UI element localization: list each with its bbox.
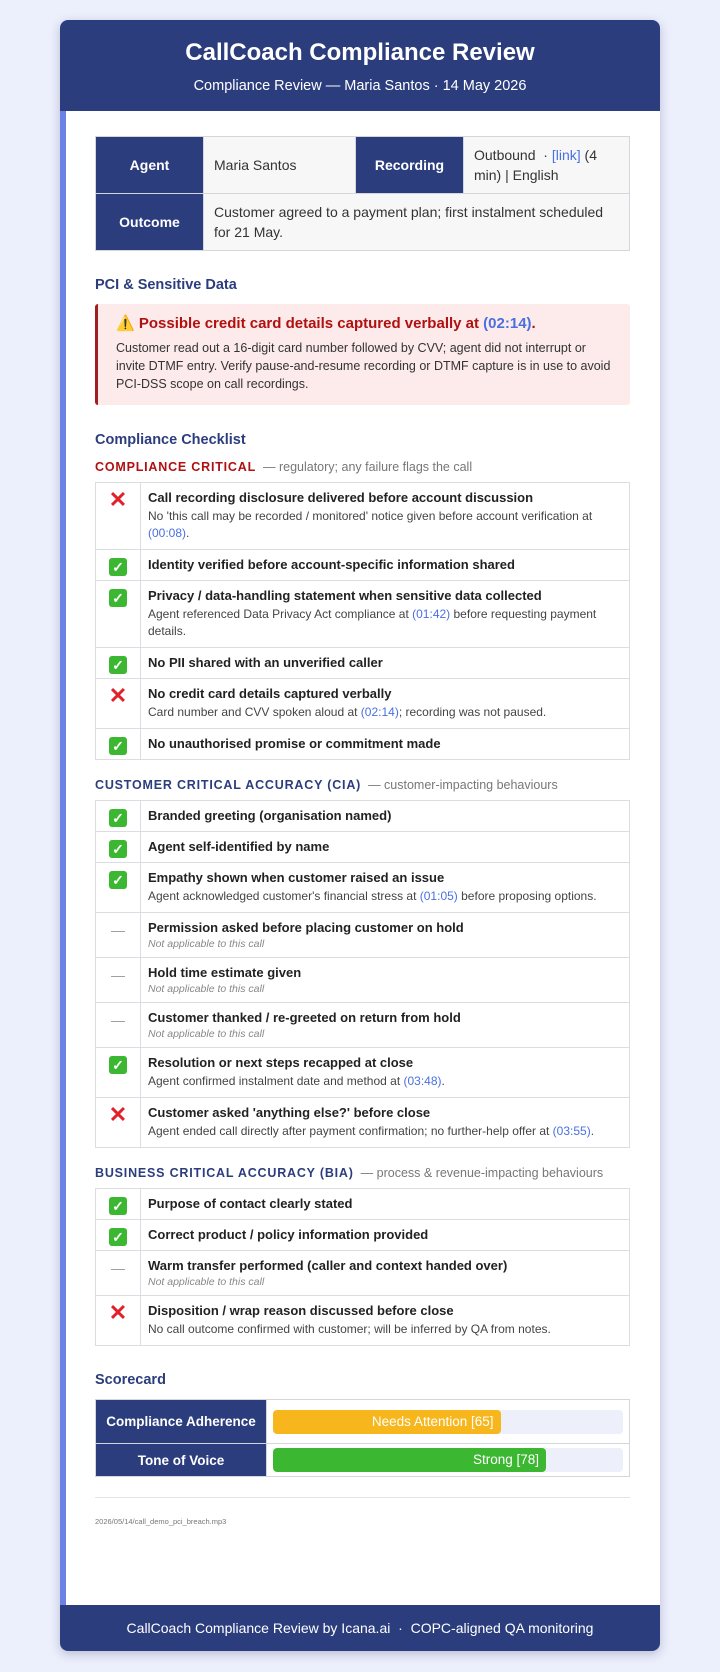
score-row: [96, 1400, 630, 1444]
category-name: BUSINESS CRITICAL ACCURACY (BIA): [95, 1166, 354, 1180]
recording-value: [464, 137, 630, 194]
category-description: — regulatory; any failure flags the call: [262, 460, 473, 474]
item-text-cell: [141, 483, 630, 550]
score-row: [96, 1444, 630, 1477]
status-cell: [96, 581, 141, 648]
item-text-cell: [141, 801, 630, 832]
score-bar-cell: [267, 1444, 630, 1477]
item-detail-tail: .: [186, 526, 190, 540]
status-cell: [96, 958, 141, 1003]
item-detail: [148, 606, 622, 640]
item-text-cell: [141, 550, 630, 581]
status-cell: [96, 1251, 141, 1296]
item-detail-text: Agent referenced Data Privacy Act compliance at: [148, 607, 413, 621]
category-description: — process & revenue-impacting behaviours: [360, 1166, 604, 1180]
item-title: No credit card details captured verbally: [148, 686, 392, 701]
check-box-icon: ✓: [109, 1056, 127, 1074]
status-cell: [96, 679, 141, 729]
header: [60, 20, 660, 111]
status-cell: [96, 1003, 141, 1048]
category-name: COMPLIANCE CRITICAL: [95, 460, 257, 474]
scorecard-table: [95, 1399, 630, 1477]
timestamp-link[interactable]: (03:48): [403, 1074, 442, 1088]
checklist-item: [96, 581, 630, 648]
item-title: Correct product / policy information provided: [148, 1227, 429, 1242]
item-text-cell: [141, 1189, 630, 1220]
item-detail-text: Agent confirmed instalment date and method at: [148, 1074, 404, 1088]
dash-icon: —: [111, 922, 125, 938]
item-detail: [148, 1321, 622, 1338]
footer-separator: ·: [398, 1620, 403, 1636]
item-text-cell: [141, 729, 630, 760]
item-title: Hold time estimate given: [148, 965, 302, 980]
timestamp-link[interactable]: (02:14): [360, 705, 399, 719]
not-applicable-note: Not applicable to this call: [148, 1028, 265, 1040]
status-cell: [96, 729, 141, 760]
category-heading: [95, 778, 630, 792]
checklist-item: [96, 1296, 630, 1346]
score-bar-track: [273, 1410, 623, 1434]
item-text-cell: [141, 913, 630, 958]
item-title: Identity verified before account-specific information shared: [148, 557, 515, 572]
item-title: Permission asked before placing customer on hold: [148, 920, 464, 935]
item-text-cell: [141, 679, 630, 729]
item-detail: [148, 1073, 622, 1090]
checklist-item: [96, 1251, 630, 1296]
file-path: 2026/05/14/call_demo_pci_breach.mp3: [95, 1517, 227, 1526]
item-detail-text: Card number and CVV spoken aloud at: [148, 705, 361, 719]
check-box-icon: ✓: [109, 656, 127, 674]
item-title: No unauthorised promise or commitment made: [148, 736, 441, 751]
agent-label: Agent: [96, 137, 204, 194]
item-detail: [148, 704, 622, 721]
category-heading: [95, 460, 630, 474]
cross-icon: ✕: [108, 683, 128, 708]
checklist-item: [96, 679, 630, 729]
checklist-item: [96, 550, 630, 581]
cross-icon: ✕: [108, 1300, 128, 1325]
status-cell: [96, 550, 141, 581]
review-card: [60, 20, 660, 1651]
item-detail-text: Agent ended call directly after payment confirmation; no further-help offer at: [148, 1124, 553, 1138]
divider: [95, 1497, 630, 1498]
agent-value: Maria Santos: [204, 137, 356, 194]
not-applicable-note: Not applicable to this call: [148, 1276, 265, 1288]
item-text-cell: [141, 1296, 630, 1346]
item-detail-tail: .: [441, 1074, 445, 1088]
item-text-cell: [141, 648, 630, 679]
footer-tagline: COPC-aligned QA monitoring: [410, 1620, 594, 1636]
item-title: No PII shared with an unverified caller: [148, 655, 383, 670]
not-applicable-note: Not applicable to this call: [148, 938, 265, 950]
item-detail-text: Agent acknowledged customer's financial stress at: [148, 889, 420, 903]
score-bar-cell: [267, 1400, 630, 1444]
checklist-item: [96, 832, 630, 863]
item-detail-text: No call outcome confirmed with customer; will be inferred by QA from notes.: [148, 1322, 551, 1336]
check-box-icon: ✓: [109, 589, 127, 607]
page-subtitle: Compliance Review — Maria Santos · 14 May 2026: [193, 78, 527, 94]
check-box-icon: ✓: [109, 871, 127, 889]
alert-body: Customer read out a 16-digit card number followed by CVV; agent did not interrupt or invite DTMF entry. Verify pause-and-resume recording or DTMF capture is in use to avoid PCI-DSS scope on call recordings.: [116, 341, 611, 391]
status-cell: [96, 1189, 141, 1220]
item-title: Agent self-identified by name: [148, 839, 330, 854]
check-box-icon: ✓: [109, 1197, 127, 1215]
item-text-cell: [141, 1220, 630, 1251]
status-cell: [96, 832, 141, 863]
category-name: CUSTOMER CRITICAL ACCURACY (CIA): [95, 778, 362, 792]
alert-period: .: [531, 315, 536, 332]
recording-label: Recording: [356, 137, 464, 194]
item-title: Disposition / wrap reason discussed before close: [148, 1303, 454, 1318]
recording-link[interactable]: [link]: [551, 147, 581, 163]
status-cell: [96, 1220, 141, 1251]
cross-icon: ✕: [108, 487, 128, 512]
status-cell: [96, 483, 141, 550]
recording-direction: Outbound: [474, 147, 536, 163]
item-text-cell: [141, 1251, 630, 1296]
checklist-table: [95, 1188, 630, 1346]
checklist-item: [96, 648, 630, 679]
alert-title: Possible credit card details captured verbally at: [138, 315, 479, 332]
main-content: [95, 136, 630, 1526]
item-text-cell: [141, 1048, 630, 1098]
timestamp-link[interactable]: (01:05): [419, 889, 458, 903]
checklist-item: [96, 1098, 630, 1148]
item-detail-tail: ; recording was not paused.: [398, 705, 547, 719]
item-title: Branded greeting (organisation named): [148, 808, 392, 823]
category-heading: [95, 1166, 630, 1180]
warning-icon: ⚠️: [116, 315, 135, 332]
checklist-item: [96, 1220, 630, 1251]
check-box-icon: ✓: [109, 1228, 127, 1246]
checklist-item: [96, 1048, 630, 1098]
not-applicable-note: Not applicable to this call: [148, 983, 265, 995]
item-detail: [148, 1123, 622, 1140]
checklist-item: [96, 801, 630, 832]
item-text-cell: [141, 1003, 630, 1048]
item-detail: [148, 508, 622, 542]
recording-separator: ·: [543, 147, 548, 163]
status-cell: [96, 1098, 141, 1148]
score-bar-fill: Strong [78]: [273, 1448, 546, 1472]
checklist-heading: Compliance Checklist: [95, 432, 246, 448]
check-box-icon: ✓: [109, 809, 127, 827]
dash-icon: —: [111, 1012, 125, 1028]
checklist-item: [96, 1003, 630, 1048]
item-title: Call recording disclosure delivered before account discussion: [148, 490, 534, 505]
item-title: Customer thanked / re-greeted on return from hold: [148, 1010, 461, 1025]
page-title: CallCoach Compliance Review: [185, 39, 535, 66]
item-text-cell: [141, 863, 630, 913]
pci-alert: [95, 304, 630, 405]
checklist-item: [96, 729, 630, 760]
timestamp-link[interactable]: (01:42): [412, 607, 451, 621]
item-detail-tail: .: [590, 1124, 595, 1138]
item-title: Customer asked 'anything else?' before close: [148, 1105, 431, 1120]
checklist-item: [96, 1189, 630, 1220]
item-text-cell: [141, 1098, 630, 1148]
recording-meta: (4 min) | English: [474, 147, 597, 183]
footer: [60, 1605, 660, 1651]
item-detail-text: No 'this call may be recorded / monitored' notice given before account verification at: [148, 509, 593, 523]
dash-icon: —: [111, 967, 125, 983]
cross-icon: ✕: [108, 1102, 128, 1127]
item-detail: [148, 888, 622, 905]
score-bar-fill: Needs Attention [65]: [273, 1410, 501, 1434]
check-box-icon: ✓: [109, 840, 127, 858]
checklist-table: [95, 482, 630, 760]
item-title: Empathy shown when customer raised an issue: [148, 870, 445, 885]
call-info-table: [95, 136, 630, 251]
footer-brand: CallCoach Compliance Review by Icana.ai: [126, 1620, 391, 1636]
alert-timestamp-link[interactable]: (02:14): [483, 315, 532, 332]
timestamp-link[interactable]: (00:08): [148, 526, 187, 540]
outcome-value: Customer agreed to a payment plan; first instalment scheduled for 21 May.: [204, 194, 630, 251]
item-detail-tail: before proposing options.: [457, 889, 597, 903]
item-title: Privacy / data-handling statement when sensitive data collected: [148, 588, 542, 603]
check-box-icon: ✓: [109, 737, 127, 755]
score-label: Compliance Adherence: [96, 1400, 267, 1444]
checklist-item: [96, 958, 630, 1003]
outcome-label: Outcome: [96, 194, 204, 251]
checklist-item: [96, 483, 630, 550]
item-title: Purpose of contact clearly stated: [148, 1196, 353, 1211]
item-text-cell: [141, 581, 630, 648]
status-cell: [96, 648, 141, 679]
dash-icon: —: [111, 1260, 125, 1276]
item-detail-tail: before requesting payment details.: [148, 607, 597, 638]
item-title: Resolution or next steps recapped at close: [148, 1055, 414, 1070]
accent-bar: [60, 111, 66, 1605]
status-cell: [96, 863, 141, 913]
pci-heading: PCI & Sensitive Data: [95, 277, 237, 293]
item-text-cell: [141, 958, 630, 1003]
status-cell: [96, 913, 141, 958]
checklist-categories: [95, 460, 630, 1346]
timestamp-link[interactable]: (03:55): [552, 1124, 591, 1138]
item-title: Warm transfer performed (caller and context handed over): [148, 1258, 508, 1273]
status-cell: [96, 1048, 141, 1098]
status-cell: [96, 1296, 141, 1346]
score-bar-track: [273, 1448, 623, 1472]
check-box-icon: ✓: [109, 558, 127, 576]
score-label: Tone of Voice: [96, 1444, 267, 1477]
checklist-item: [96, 913, 630, 958]
status-cell: [96, 801, 141, 832]
scorecard-heading: Scorecard: [95, 1372, 166, 1388]
item-text-cell: [141, 832, 630, 863]
category-description: — customer-impacting behaviours: [368, 778, 558, 792]
checklist-table: [95, 800, 630, 1148]
checklist-item: [96, 863, 630, 913]
